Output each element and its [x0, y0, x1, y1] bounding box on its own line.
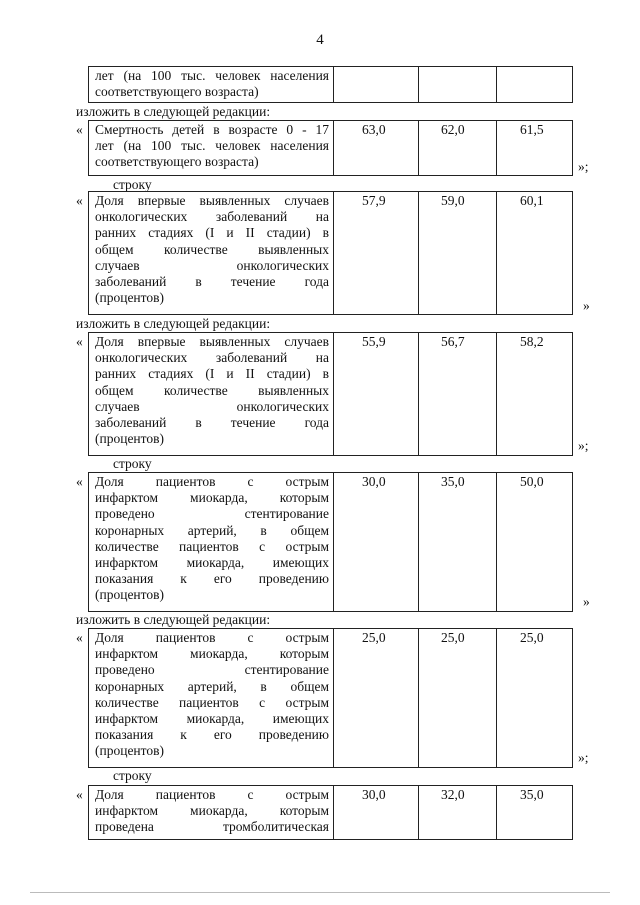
- description-line: соответствующего возраста): [95, 154, 259, 170]
- open-quote: «: [76, 334, 83, 349]
- value-cell: 63,0: [362, 122, 386, 137]
- description-line: Доля пациентов с острым: [95, 787, 329, 802]
- description-line: Доля пациентов с острым: [95, 630, 329, 645]
- instruction-text: строку: [113, 456, 152, 471]
- indicator-description: [95, 334, 329, 447]
- description-line: проведена тромболитическая: [95, 819, 329, 835]
- column-divider: [333, 785, 334, 840]
- value-cell: 60,1: [520, 193, 544, 208]
- value-cell: 58,2: [520, 334, 544, 349]
- column-divider: [496, 785, 497, 840]
- column-divider: [496, 332, 497, 456]
- column-divider: [418, 785, 419, 840]
- instruction-text: строку: [113, 768, 152, 783]
- footer-rule: [30, 892, 610, 893]
- value-cell: 35,0: [520, 787, 544, 802]
- column-divider: [333, 472, 334, 612]
- description-line: коронарных артерий, в общем: [95, 678, 329, 694]
- description-line: коронарных артерий, в общем: [95, 522, 329, 538]
- value-cell: 55,9: [362, 334, 386, 349]
- description-line: соответствующего возраста): [95, 84, 259, 100]
- indicator-description: [95, 68, 329, 100]
- description-line: лет (на 100 тыс. человек населения: [95, 68, 329, 83]
- column-divider: [496, 628, 497, 768]
- column-divider: [418, 472, 419, 612]
- column-divider: [496, 66, 497, 103]
- column-divider: [418, 120, 419, 176]
- column-divider: [333, 332, 334, 456]
- description-line: инфарктом миокарда, имеющих: [95, 555, 329, 571]
- description-line: (процентов): [95, 431, 165, 447]
- value-cell: 57,9: [362, 193, 386, 208]
- description-line: количестве пациентов с острым: [95, 694, 329, 710]
- close-quote: »: [583, 298, 590, 313]
- column-divider: [496, 120, 497, 176]
- description-line: (процентов): [95, 743, 165, 759]
- description-line: инфарктом миокарда, которым: [95, 803, 329, 819]
- column-divider: [333, 120, 334, 176]
- indicator-description: [95, 787, 329, 836]
- column-divider: [418, 628, 419, 768]
- column-divider: [418, 191, 419, 315]
- description-line: Доля впервые выявленных случаев: [95, 334, 329, 349]
- instruction-text: изложить в следующей редакции:: [76, 316, 271, 331]
- description-line: онкологических заболеваний на: [95, 209, 329, 225]
- description-line: Доля пациентов с острым: [95, 474, 329, 489]
- value-cell: 32,0: [441, 787, 465, 802]
- description-line: (процентов): [95, 587, 165, 603]
- value-cell: 62,0: [441, 122, 465, 137]
- open-quote: «: [76, 193, 83, 208]
- value-cell: 25,0: [362, 630, 386, 645]
- description-line: показания к его проведению: [95, 727, 329, 743]
- column-divider: [418, 332, 419, 456]
- indicator-description: [95, 193, 329, 306]
- indicator-description: [95, 122, 329, 171]
- column-divider: [496, 191, 497, 315]
- column-divider: [333, 191, 334, 315]
- column-divider: [418, 66, 419, 103]
- indicator-description: [95, 630, 329, 760]
- description-line: общем количестве выявленных: [95, 382, 329, 398]
- value-cell: 25,0: [441, 630, 465, 645]
- instruction-text: строку: [113, 177, 152, 192]
- column-divider: [496, 472, 497, 612]
- instruction-text: изложить в следующей редакции:: [76, 612, 271, 627]
- description-line: проведено стентирование: [95, 662, 329, 678]
- value-cell: 50,0: [520, 474, 544, 489]
- description-line: (процентов): [95, 290, 165, 306]
- description-line: инфарктом миокарда, которым: [95, 490, 329, 506]
- close-quote: »;: [578, 159, 589, 174]
- description-line: Смертность детей в возрасте 0 - 17: [95, 122, 329, 137]
- description-line: Доля впервые выявленных случаев: [95, 193, 329, 208]
- indicator-description: [95, 474, 329, 604]
- value-cell: 56,7: [441, 334, 465, 349]
- open-quote: «: [76, 630, 83, 645]
- description-line: случаев онкологических: [95, 398, 329, 414]
- description-line: случаев онкологических: [95, 257, 329, 273]
- description-line: заболеваний в течение года: [95, 274, 329, 290]
- description-line: инфарктом миокарда, которым: [95, 646, 329, 662]
- description-line: проведено стентирование: [95, 506, 329, 522]
- value-cell: 30,0: [362, 474, 386, 489]
- instruction-text: изложить в следующей редакции:: [76, 104, 271, 119]
- close-quote: »: [583, 594, 590, 609]
- description-line: общем количестве выявленных: [95, 241, 329, 257]
- description-line: показания к его проведению: [95, 571, 329, 587]
- description-line: заболеваний в течение года: [95, 415, 329, 431]
- column-divider: [333, 628, 334, 768]
- value-cell: 25,0: [520, 630, 544, 645]
- value-cell: 61,5: [520, 122, 544, 137]
- column-divider: [333, 66, 334, 103]
- open-quote: «: [76, 787, 83, 802]
- value-cell: 30,0: [362, 787, 386, 802]
- close-quote: »;: [578, 438, 589, 453]
- page-number: 4: [316, 32, 324, 48]
- open-quote: «: [76, 122, 83, 137]
- value-cell: 59,0: [441, 193, 465, 208]
- description-line: ранних стадиях (I и II стадии) в: [95, 366, 329, 382]
- description-line: количестве пациентов с острым: [95, 538, 329, 554]
- description-line: инфарктом миокарда, имеющих: [95, 711, 329, 727]
- description-line: лет (на 100 тыс. человек населения: [95, 138, 329, 154]
- close-quote: »;: [578, 750, 589, 765]
- description-line: ранних стадиях (I и II стадии) в: [95, 225, 329, 241]
- description-line: онкологических заболеваний на: [95, 350, 329, 366]
- value-cell: 35,0: [441, 474, 465, 489]
- open-quote: «: [76, 474, 83, 489]
